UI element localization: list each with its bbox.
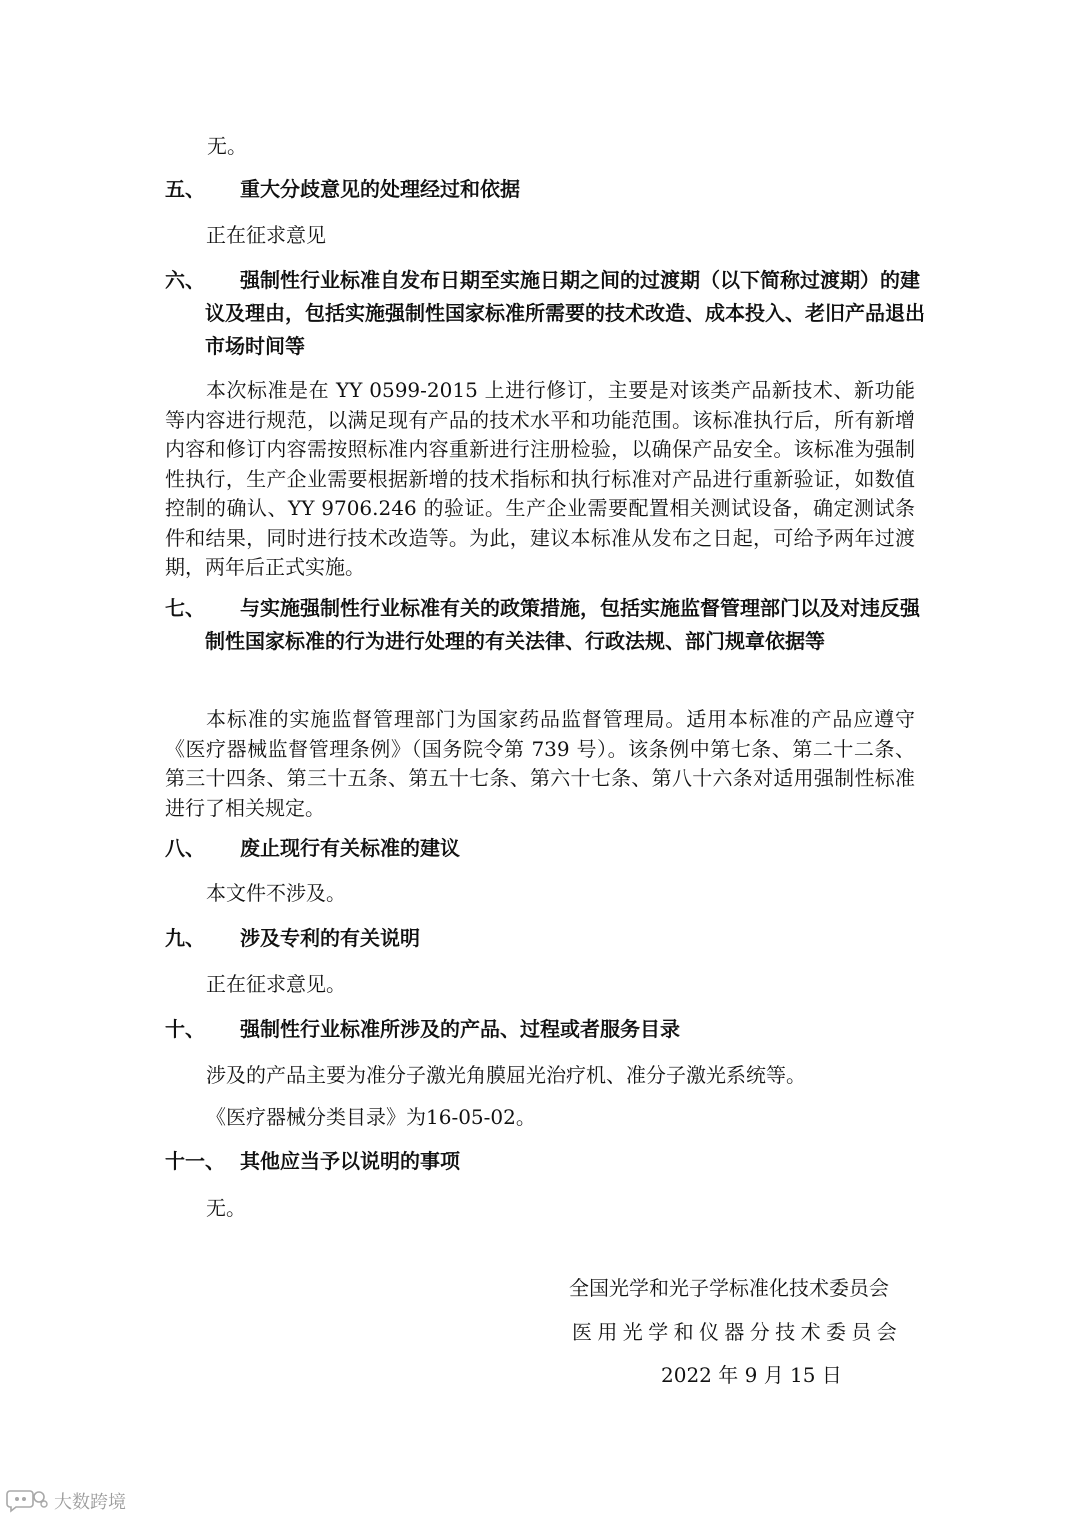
section-body-10-line1: 涉及的产品主要为准分子激光角膜屈光治疗机、准分子激光系统等。 <box>206 1063 806 1087</box>
watermark <box>6 1488 126 1514</box>
section-heading-7 <box>165 592 925 658</box>
signature-org-1: 全国光学和光子学标准化技术委员会 <box>569 1276 889 1300</box>
section-heading-8 <box>165 832 925 865</box>
watermark-text: 大数跨境 <box>54 1492 126 1513</box>
signature-org-2: 医用光学和仪器分技术委员会 <box>572 1320 903 1344</box>
section-title: 与实施强制性行业标准有关的政策措施，包括实施监督管理部门以及对违反强制性国家标准的行为进行处理的有关法律、行政法规、部门规章依据等 <box>205 596 920 653</box>
section-number: 六、 <box>165 268 205 292</box>
section-body-8: 本文件不涉及。 <box>206 881 346 905</box>
section-heading-11 <box>165 1145 925 1178</box>
section-title: 强制性行业标准自发布日期至实施日期之间的过渡期（以下简称过渡期）的建议及理由，包括实施强制性国家标准所需要的技术改造、成本投入、老旧产品退出市场时间等 <box>205 268 925 358</box>
section-heading-5 <box>165 173 925 206</box>
signature-date: 2022 年 9 月 15 日 <box>661 1363 842 1387</box>
section-heading-9 <box>165 922 925 955</box>
section-heading-10 <box>165 1013 925 1046</box>
section-title: 废止现行有关标准的建议 <box>240 836 460 860</box>
section-body-6: 本次标准是在 YY 0599-2015 上进行修订，主要是对该类产品新技术、新功能等内容进行规范，以满足现有产品的技术水平和功能范围。该标准执行后，所有新增内容和修订内容需按照标准内容重新进行注册检验，以确保产品安全。该标准为强制性执行，生产企业需要根据新增的技术指标和执行标准对产品进行重新验证，如数值控制的确认、YY 9706.246 的验证。生产企业需要配置相关测试设备，确定测试条件和结果，同时进行技术改造等。为此，建议本标准从发布之日起，可给予两年过渡期，两年后正式实施。 <box>165 378 915 579</box>
section-body-10-line2: 《医疗器械分类目录》为16-05-02。 <box>206 1105 536 1129</box>
section-body-11: 无。 <box>206 1196 246 1220</box>
section-title: 强制性行业标准所涉及的产品、过程或者服务目录 <box>240 1017 680 1041</box>
section-number: 九、 <box>165 926 205 950</box>
section-title: 重大分歧意见的处理经过和依据 <box>240 177 520 201</box>
section-number: 八、 <box>165 836 205 860</box>
section-number: 十、 <box>165 1017 205 1041</box>
section-number: 十一、 <box>165 1149 225 1173</box>
chat-bubble-icon <box>6 1488 50 1514</box>
section-title: 涉及专利的有关说明 <box>240 926 420 950</box>
section-number: 五、 <box>165 177 205 201</box>
section-title: 其他应当予以说明的事项 <box>240 1149 460 1173</box>
section-body-7: 本标准的实施监督管理部门为国家药品监督管理局。适用本标准的产品应遵守《医疗器械监督管理条例》（国务院令第 739 号）。该条例中第七条、第二十二条、第三十四条、第三十五条、第五十七条、第六十七条、第八十六条对适用强制性标准进行了相关规定。 <box>165 707 915 820</box>
section-body-5: 正在征求意见 <box>206 223 326 247</box>
section-body-9: 正在征求意见。 <box>206 972 346 996</box>
section-heading-6 <box>165 264 925 363</box>
section-number: 七、 <box>165 596 205 620</box>
intro-text: 无。 <box>207 134 247 158</box>
